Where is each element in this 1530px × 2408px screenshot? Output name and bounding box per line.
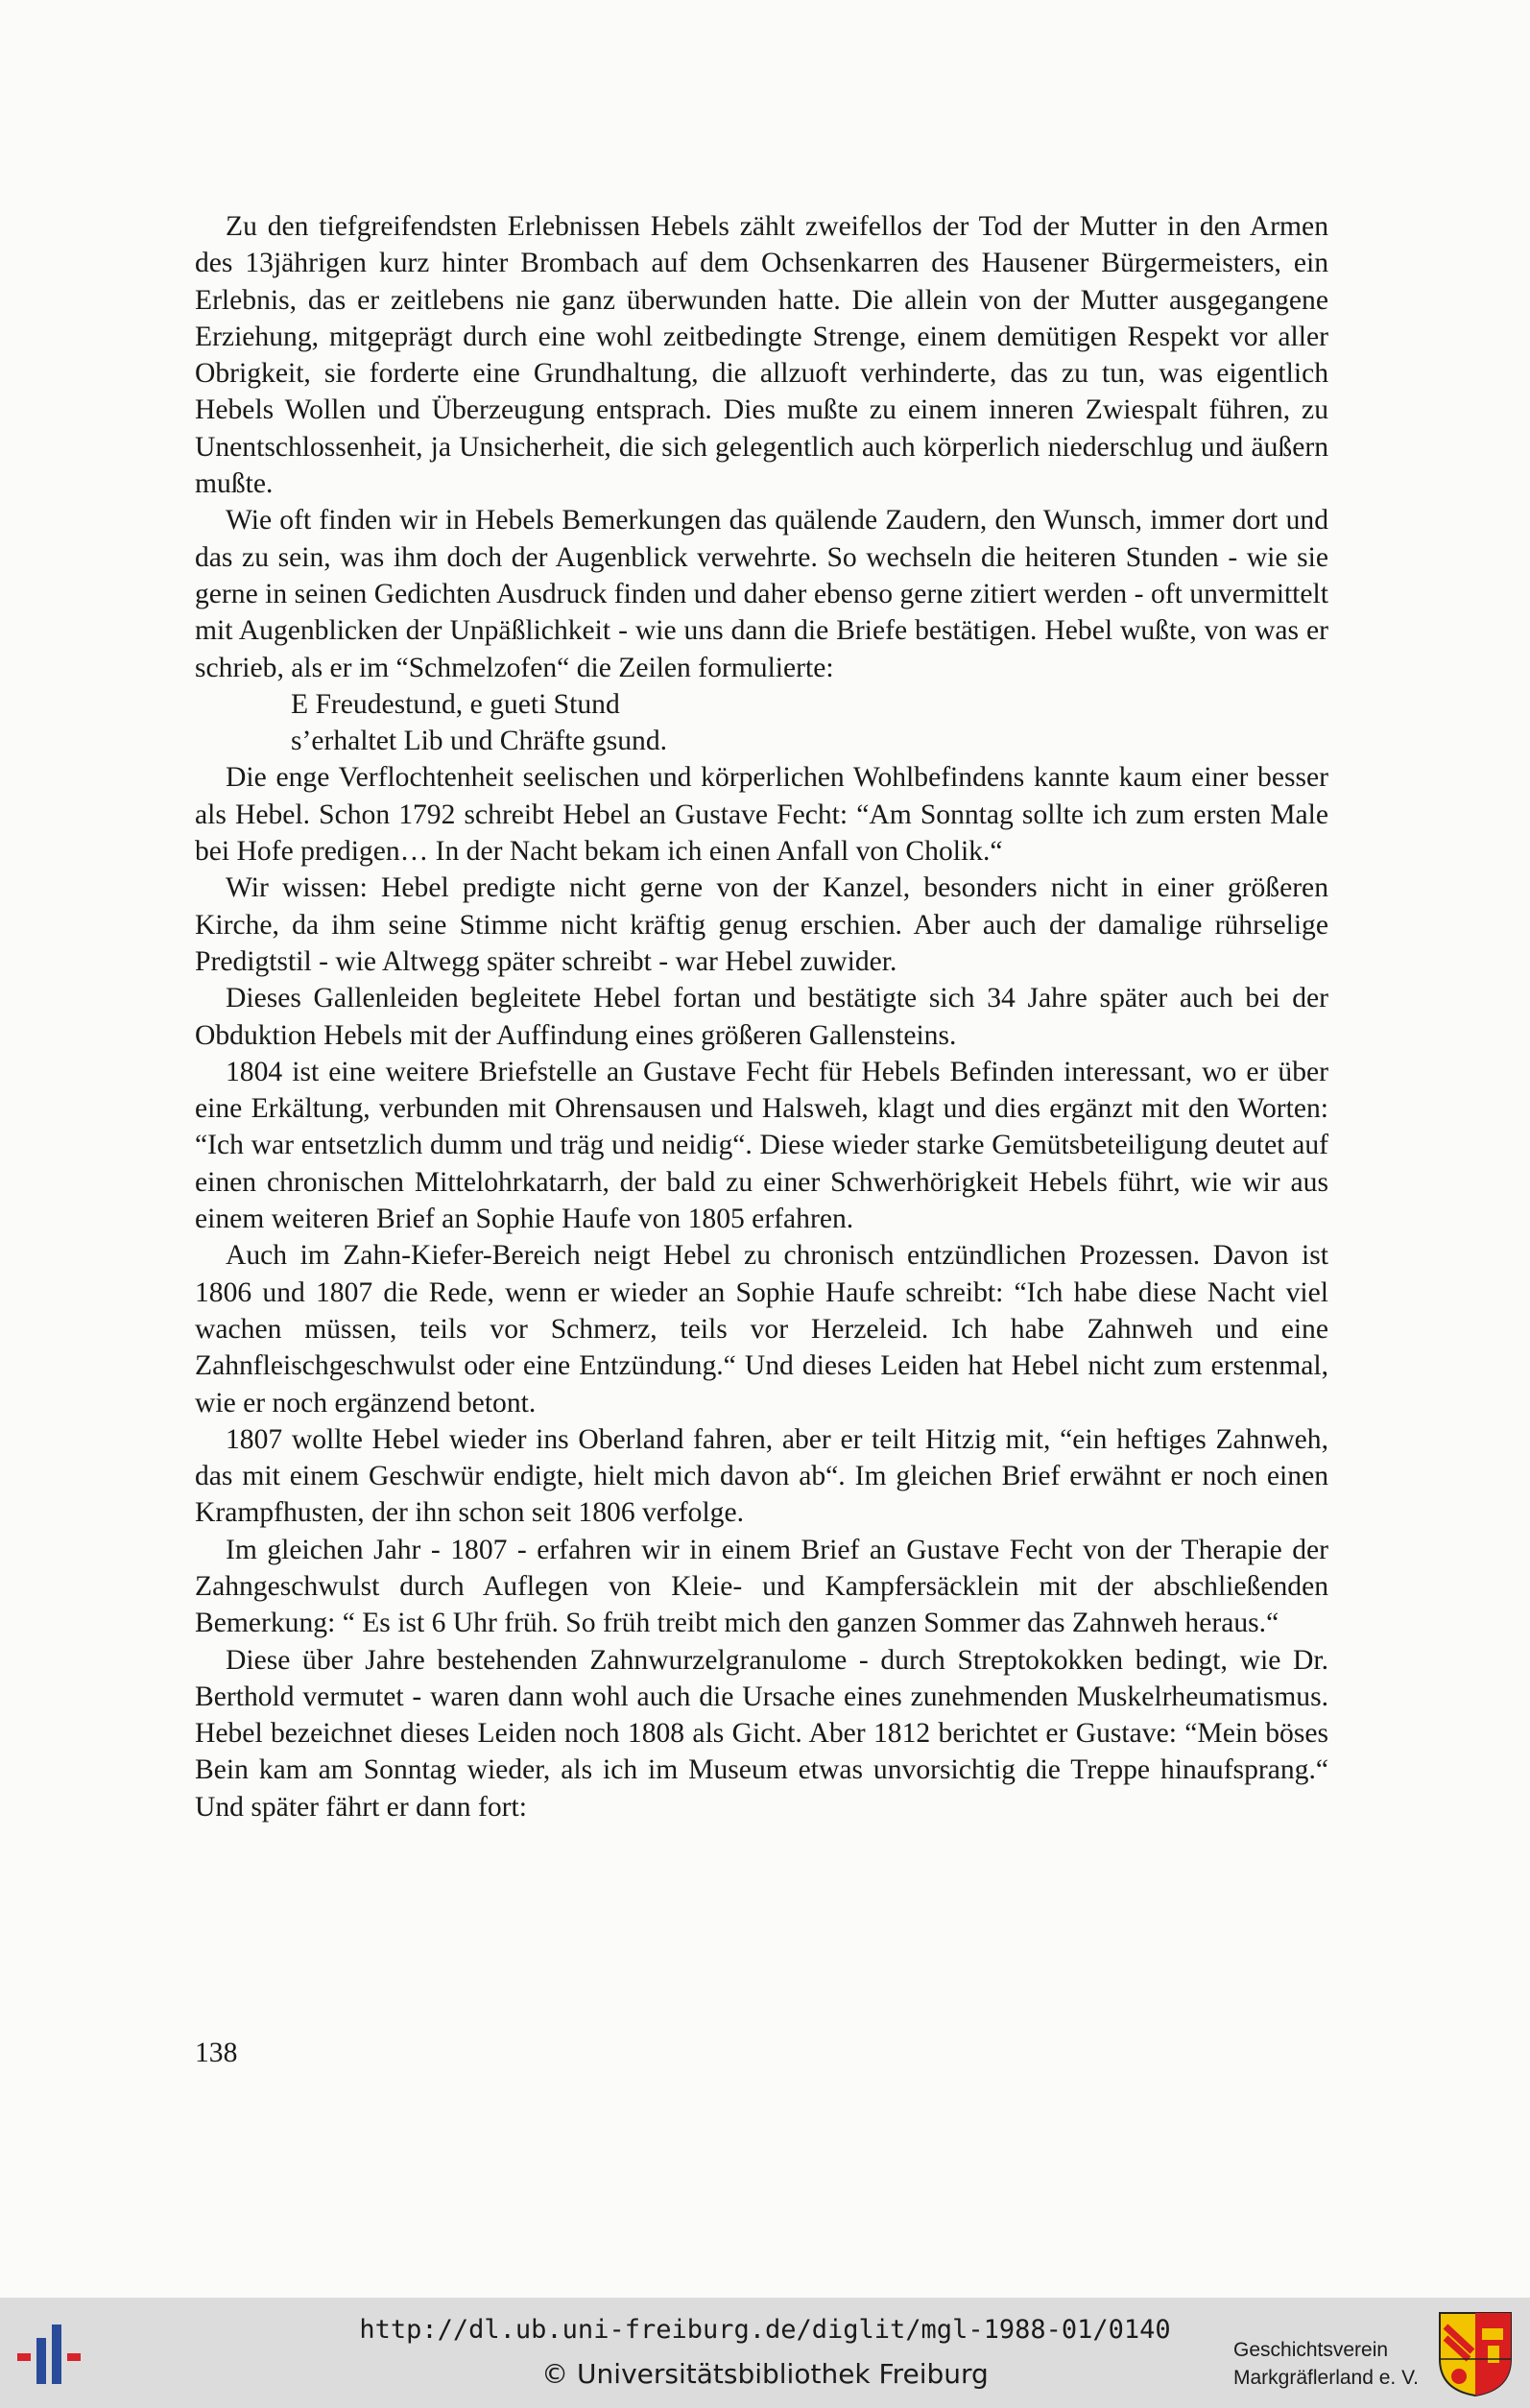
document-url-link[interactable]: http://dl.ub.uni-freiburg.de/diglit/mgl-1988-01/0140 — [359, 2315, 1171, 2345]
paragraph-5: Dieses Gallenleiden begleitete Hebel fortan und bestätigte sich 34 Jahre später auch bei der Obduktion Hebels mit der Auffindung eines größeren Gallensteins. — [195, 983, 1328, 1051]
footer-bar — [0, 2298, 1530, 2408]
paragraph-3: Die enge Verflochtenheit seelischen und körperlichen Wohlbefindens kannte kaum einer besser als Hebel. Schon 1792 schreibt Hebel an Gustave Fecht: “Am Sonntag sollte ich zum ersten Male bei Hofe predigen… In der Nacht bekam ich einen Anfall von Cholik.“ — [195, 762, 1328, 868]
paragraph-8: 1807 wollte Hebel wieder ins Oberland fahren, aber er teilt Hitzig mit, “ein heftiges Zahnweh, das mit einem Geschwür endigte, hielt mich davon ab“. Im gleichen Brief erwähnt er noch einen Krampfhusten, der ihn schon seit 1806 verfolge. — [195, 1423, 1328, 1529]
paragraph-1: Zu den tiefgreifendsten Erlebnissen Hebels zählt zweifellos der Tod der Mutter in den Armen des 13jährigen kurz hinter Brombach auf dem Ochsenkarren des Hausener Bürgermeisters, ein Erlebnis, das er zeitlebens nie ganz überwunden hatte. Die allein von der Mutter ausgegangene Erziehung, mitgeprägt durch eine wohl zeitbedingte Strenge, einem demütigen Respekt vor aller Obrigkeit, sie forderte eine Grundhaltung, die allzuoft verhinderte, das zu tun, was eigentlich Hebels Wollen und Überzeugung entsprach. Dies mußte zu einem inneren Zwiespalt führen, zu Unentschlossenheit, ja Unsicherheit, die sich gelegentlich auch körperlich niederschlug und äußern mußte. — [195, 211, 1328, 500]
paragraph-4: Wir wissen: Hebel predigte nicht gerne von der Kanzel, besonders nicht in einer größeren Kirche, da ihm seine Stimme nicht kräftig genug erschien. Aber auch der damalige rührselige Predigtstil - wie Altwegg später schreibt - war Hebel zuwider. — [195, 872, 1328, 977]
verse-line-2: s’erhaltet Lib und Chräfte gsund. — [291, 726, 668, 757]
copyright-text: © Universitätsbibliothek Freiburg — [541, 2358, 989, 2390]
body-text — [195, 208, 1328, 1825]
verse-line-1: E Freudestund, e gueti Stund — [291, 688, 620, 720]
paragraph-9: Im gleichen Jahr - 1807 - erfahren wir in einem Brief an Gustave Fecht von der Therapie der Zahngeschwulst durch Auflegen von Kleie- und Kampfersäcklein mit der abschließenden Bemerkung: “ Es ist 6 Uhr früh. So früh treibt mich den ganzen Sommer das Zahnweh heraus.“ — [195, 1534, 1328, 1639]
paragraph-10: Diese über Jahre bestehenden Zahnwurzelgranulome - durch Streptokokken bedingt, wie Dr. Berthold vermutet - waren dann wohl auch die Ursache eines zunehmenden Muskelrheumatismus. Hebel bezeichnet dieses Leiden noch 1808 als Gicht. Aber 1812 berichtet er Gustave: “Mein böses Bein kam am Sonntag wieder, als ich im Museum etwas unvorsichtig die Treppe hinaufsprang.“ Und später fährt er dann fort: — [195, 1644, 1328, 1823]
page-number: 138 — [195, 2038, 238, 2068]
society-name-line-1: Geschichtsverein — [1233, 2339, 1389, 2361]
verse-quote — [195, 686, 1328, 760]
society-name — [1233, 2336, 1435, 2392]
paragraph-7: Auch im Zahn-Kiefer-Bereich neigt Hebel zu chronisch entzündlichen Prozessen. Davon ist 1806 und 1807 die Rede, wenn er wieder an Sophie Haufe schreibt: “Ich habe diese Nacht viel wachen müssen, teils vor Schmerz, teils vor Herzeleid. Ich habe Zahnweh und eine Zahnfleischgeschwulst oder eine Entzündung.“ Und dieses Leiden hat Hebel nicht zum erstenmal, wie er noch ergänzend betont. — [195, 1240, 1328, 1419]
paragraph-6: 1804 ist eine weitere Briefstelle an Gustave Fecht für Hebels Befinden interessant, wo er über eine Erkältung, verbunden mit Ohrensausen und Halsweh, klagt und dies ergänzt mit den Worten: “Ich war entsetzlich dumm und träg und neidig“. Diese wieder starke Gemütsbeteiligung deutet auf einen chronischen Mittelohrkatarrh, der bald zu einer Schwerhörigkeit Hebels führt, wie wir aus einem weiteren Brief an Sophie Haufe von 1805 erfahren. — [195, 1056, 1328, 1235]
coat-of-arms-icon[interactable] — [1436, 2309, 1515, 2397]
society-name-line-2: Markgräflerland e. V. — [1233, 2367, 1419, 2389]
paragraph-2: Wie oft finden wir in Hebels Bemerkungen das quälende Zaudern, den Wunsch, immer dort und das zu sein, was ihm doch der Augenblick verwehrte. So wechseln die heiteren Stunden - wie sie gerne in seinen Gedichten Ausdruck finden und daher ebenso gerne zitiert werden - oft unvermittelt mit Augenblicken der Unpäßlichkeit - wie uns dann die Briefe bestätigen. Hebel wußte, von was er schrieb, als er im “Schmelzofen“ die Zeilen formulierte: — [195, 505, 1328, 683]
